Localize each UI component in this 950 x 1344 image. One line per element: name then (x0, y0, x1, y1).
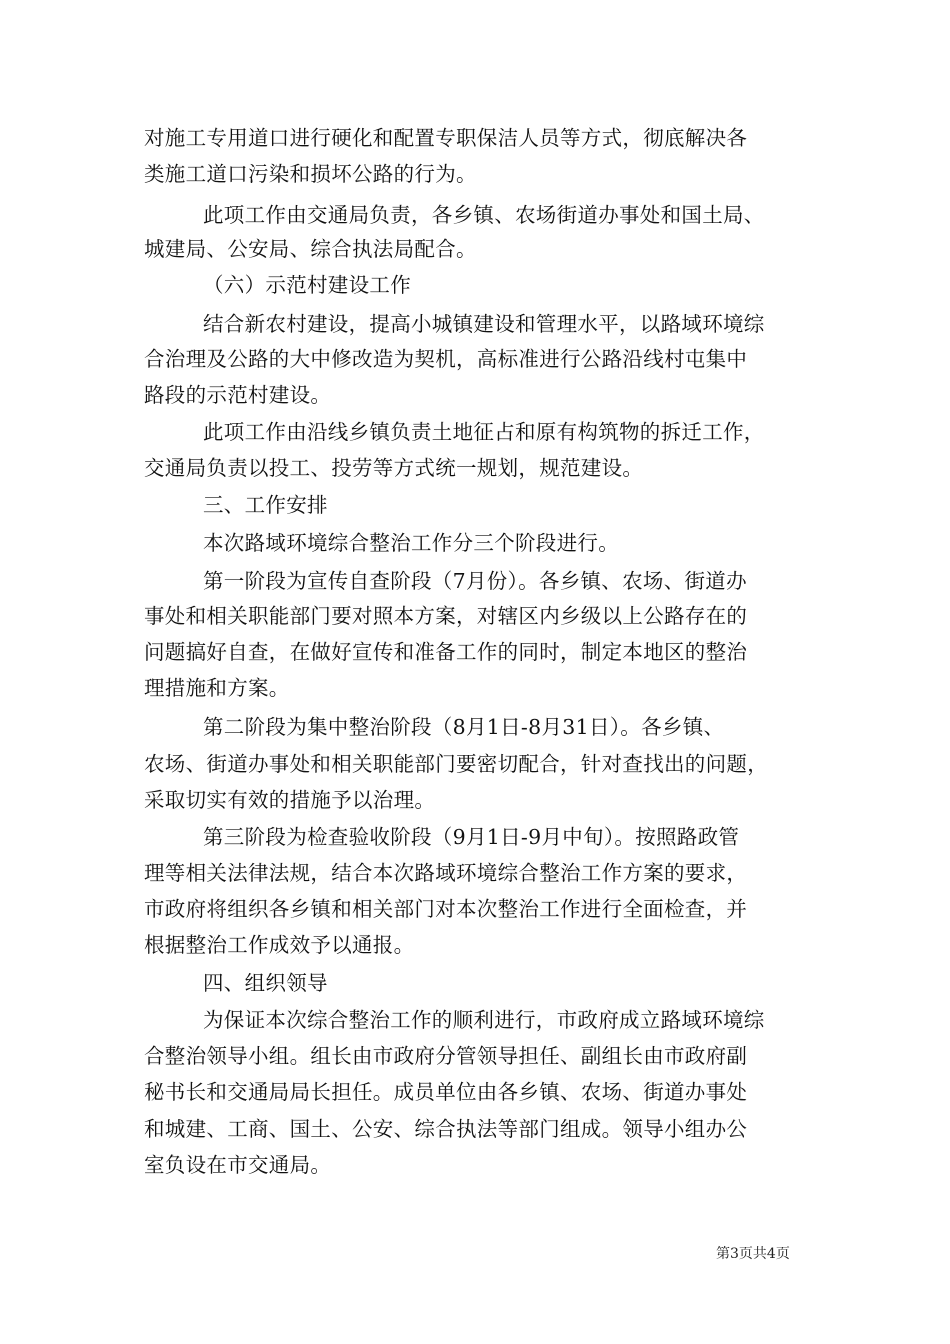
paragraph-line: 事处和相关职能部门要对照本方案，对辖区内乡级以上公路存在的 (144, 604, 748, 628)
paragraph-line: 第二阶段为集中整治阶段（8月1日-8月31日）。各乡镇、 (203, 715, 725, 739)
paragraph-line: 合整治领导小组。组长由市政府分管领导担任、副组长由市政府副 (144, 1044, 748, 1068)
paragraph-line: 采取切实有效的措施予以治理。 (144, 788, 436, 812)
paragraph-line: 和城建、工商、国土、公安、综合执法等部门组成。领导小组办公 (144, 1117, 748, 1141)
paragraph-line: 室负设在市交通局。 (144, 1153, 332, 1177)
paragraph-line: 理措施和方案。 (144, 676, 290, 700)
paragraph-line: 对施工专用道口进行硬化和配置专职保洁人员等方式，彻底解决各 (144, 126, 748, 150)
paragraph-line: 结合新农村建设，提高小城镇建设和管理水平，以路域环境综 (203, 312, 765, 336)
paragraph-line: 秘书长和交通局局长担任。成员单位由各乡镇、农场、街道办事处 (144, 1080, 748, 1104)
paragraph-line: 此项工作由沿线乡镇负责土地征占和原有构筑物的拆迁工作， (203, 420, 765, 444)
paragraph-line: 路段的示范村建设。 (144, 383, 332, 407)
paragraph-line: 类施工道口污染和损坏公路的行为。 (144, 162, 477, 186)
paragraph-line: 为保证本次综合整治工作的顺利进行，市政府成立路域环境综 (203, 1008, 765, 1032)
paragraph-line: 市政府将组织各乡镇和相关部门对本次整治工作进行全面检查，并 (144, 897, 748, 921)
section-heading: （六）示范村建设工作 (203, 273, 411, 297)
page-number: 第3页共4页 (716, 1246, 790, 1262)
paragraph-line: 农场、街道办事处和相关职能部门要密切配合，针对查找出的问题， (144, 752, 768, 776)
paragraph-line: 第一阶段为宣传自查阶段（7月份）。各乡镇、农场、街道办 (203, 569, 747, 593)
paragraph-line: 合治理及公路的大中修改造为契机，高标准进行公路沿线村屯集中 (144, 347, 748, 371)
paragraph-line: 问题搞好自查，在做好宣传和准备工作的同时，制定本地区的整治 (144, 640, 748, 664)
paragraph-line: 此项工作由交通局负责，各乡镇、农场街道办事处和国土局、 (203, 203, 765, 227)
paragraph-line: 交通局负责以投工、投劳等方式统一规划，规范建设。 (144, 456, 644, 480)
paragraph-line: 城建局、公安局、综合执法局配合。 (144, 237, 477, 261)
paragraph-line: 本次路域环境综合整治工作分三个阶段进行。 (203, 531, 619, 555)
section-heading: 四、组织领导 (203, 971, 328, 995)
section-heading: 三、工作安排 (203, 493, 328, 517)
paragraph-line: 理等相关法律法规，结合本次路域环境综合整治工作方案的要求， (144, 861, 748, 885)
paragraph-line: 第三阶段为检查验收阶段（9月1日-9月中旬）。按照路政管 (203, 825, 740, 849)
paragraph-line: 根据整治工作成效予以通报。 (144, 933, 415, 957)
